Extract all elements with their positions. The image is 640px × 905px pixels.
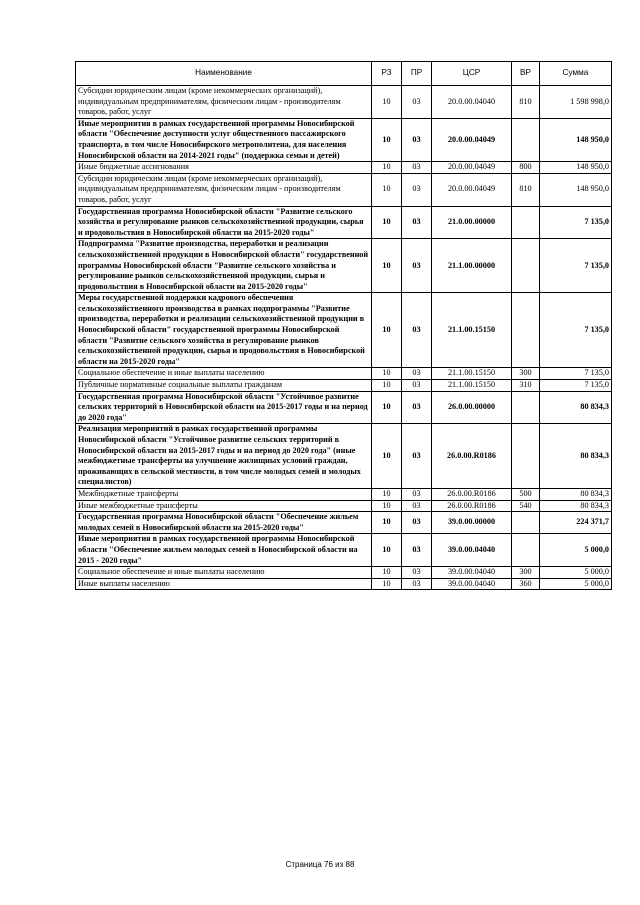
cell-name: Государственная программа Новосибирской области "Обеспечение жильем молодых семей в Новосибирской области на 2015-2020 годы": [76, 512, 372, 534]
cell-rz: 10: [372, 118, 402, 161]
cell-pr: 03: [402, 500, 432, 512]
cell-pr: 03: [402, 293, 432, 368]
cell-sum: 224 371,7: [540, 512, 612, 534]
cell-rz: 10: [372, 380, 402, 392]
cell-pr: 03: [402, 206, 432, 239]
cell-csr: 20.0.00.04040: [432, 86, 512, 119]
cell-pr: 03: [402, 368, 432, 380]
cell-pr: 03: [402, 512, 432, 534]
cell-csr: 21.0.00.00000: [432, 206, 512, 239]
cell-vr: 500: [512, 488, 540, 500]
cell-pr: 03: [402, 488, 432, 500]
table-row: [76, 368, 612, 380]
cell-rz: 10: [372, 173, 402, 206]
table-header-row: [76, 62, 612, 86]
cell-csr: 21.1.00.15150: [432, 293, 512, 368]
cell-vr: 540: [512, 500, 540, 512]
table-row: [76, 391, 612, 424]
cell-name: Реализация мероприятий в рамках государственной программы Новосибирской области "Устойчивое развитие сельских территорий в Новосибирской области на 2015-2017 годы и на период до 2020 года" (иные межбюджетные трансферты на улучшение жилищных условий граждан, проживающих в сельской местности, в том числе молодых семей и молодых специалистов): [76, 424, 372, 489]
header-vr: ВР: [512, 62, 540, 86]
cell-name: Иные бюджетные ассигнования: [76, 162, 372, 174]
cell-vr: 360: [512, 578, 540, 590]
document-page: [75, 61, 611, 590]
cell-name: Иные выплаты населению: [76, 578, 372, 590]
page-footer: Страница 76 из 88: [285, 860, 355, 869]
cell-sum: 80 834,3: [540, 488, 612, 500]
cell-rz: 10: [372, 391, 402, 424]
cell-vr: 810: [512, 173, 540, 206]
cell-name: Меры государственной поддержки кадрового обеспечения сельскохозяйственного производства в рамках подпрограммы "Развитие производства, переработки и реализации сельскохозяйственной продукции в Новосибирской области" государственной программы Новосибирской области "Развитие сельского хозяйства и регулирование рынков сельскохозяйственной продукции, сырья и продовольствия в Новосибирской области на 2015-2020 годы": [76, 293, 372, 368]
cell-pr: 03: [402, 86, 432, 119]
cell-sum: 80 834,3: [540, 500, 612, 512]
header-pr: ПР: [402, 62, 432, 86]
cell-rz: 10: [372, 424, 402, 489]
cell-vr: [512, 424, 540, 489]
cell-vr: [512, 293, 540, 368]
cell-vr: [512, 512, 540, 534]
table-row: [76, 173, 612, 206]
cell-vr: [512, 206, 540, 239]
table-row: [76, 500, 612, 512]
cell-name: Государственная программа Новосибирской области "Устойчивое развитие сельских территорий в Новосибирской области на 2015-2017 годы и на период до 2020 года": [76, 391, 372, 424]
cell-vr: 300: [512, 368, 540, 380]
cell-csr: 20.0.00.04049: [432, 118, 512, 161]
cell-csr: 21.1.00.15150: [432, 368, 512, 380]
cell-pr: 03: [402, 424, 432, 489]
cell-rz: 10: [372, 162, 402, 174]
cell-rz: 10: [372, 512, 402, 534]
cell-name: Иные мероприятия в рамках государственной программы Новосибирской области "Обеспечение доступности услуг общественного пассажирского транспорта, в том числе Новосибирского метрополитена, для населения Новосибирской области на 2014-2021 годы" (поддержка семьи и детей): [76, 118, 372, 161]
table-row: [76, 239, 612, 293]
table-body: [76, 86, 612, 590]
cell-sum: 5 000,0: [540, 567, 612, 579]
cell-vr: 800: [512, 162, 540, 174]
table-row: [76, 512, 612, 534]
table-row: [76, 293, 612, 368]
cell-name: Государственная программа Новосибирской области "Развитие сельского хозяйства и регулирование рынков сельскохозяйственной продукции, сырья и продовольствия в Новосибирской области на 2015-2020 годы": [76, 206, 372, 239]
table-row: [76, 206, 612, 239]
cell-csr: 39.0.00.04040: [432, 567, 512, 579]
cell-pr: 03: [402, 162, 432, 174]
table-row: [76, 118, 612, 161]
cell-vr: 300: [512, 567, 540, 579]
cell-pr: 03: [402, 391, 432, 424]
table-row: [76, 86, 612, 119]
cell-vr: [512, 534, 540, 567]
cell-name: Межбюджетные трансферты: [76, 488, 372, 500]
cell-pr: 03: [402, 380, 432, 392]
cell-rz: 10: [372, 500, 402, 512]
cell-csr: 39.0.00.04040: [432, 534, 512, 567]
cell-sum: 148 950,0: [540, 118, 612, 161]
cell-sum: 1 598 998,0: [540, 86, 612, 119]
cell-name: Подпрограмма "Развитие производства, переработки и реализации сельскохозяйственной продукции в Новосибирской области" государственной программы Новосибирской области "Развитие сельского хозяйства и регулирование рынков сельскохозяйственной продукции, сырья и продовольствия в Новосибирской области на 2015-2020 годы": [76, 239, 372, 293]
table-row: [76, 162, 612, 174]
cell-csr: 39.0.00.04040: [432, 578, 512, 590]
budget-table: [75, 61, 612, 590]
cell-csr: 26.0.00.00000: [432, 391, 512, 424]
cell-name: Субсидии юридическим лицам (кроме некоммерческих организаций), индивидуальным предпринимателям, физическим лицам - производителям товаров, работ, услуг: [76, 86, 372, 119]
header-csr: ЦСР: [432, 62, 512, 86]
cell-rz: 10: [372, 567, 402, 579]
cell-csr: 20.0.00.04049: [432, 162, 512, 174]
cell-name: Публичные нормативные социальные выплаты гражданам: [76, 380, 372, 392]
cell-pr: 03: [402, 578, 432, 590]
cell-rz: 10: [372, 239, 402, 293]
cell-sum: 7 135,0: [540, 380, 612, 392]
cell-rz: 10: [372, 488, 402, 500]
cell-csr: 26.0.00.R0186: [432, 488, 512, 500]
cell-sum: 7 135,0: [540, 206, 612, 239]
cell-rz: 10: [372, 206, 402, 239]
cell-name: Иные межбюджетные трансферты: [76, 500, 372, 512]
cell-pr: 03: [402, 118, 432, 161]
cell-pr: 03: [402, 567, 432, 579]
header-name: Наименование: [76, 62, 372, 86]
cell-pr: 03: [402, 239, 432, 293]
header-rz: РЗ: [372, 62, 402, 86]
cell-vr: [512, 391, 540, 424]
cell-vr: [512, 118, 540, 161]
cell-name: Социальное обеспечение и иные выплаты населению: [76, 368, 372, 380]
cell-pr: 03: [402, 173, 432, 206]
cell-vr: 310: [512, 380, 540, 392]
cell-sum: 80 834,3: [540, 391, 612, 424]
cell-vr: 810: [512, 86, 540, 119]
cell-sum: 80 834,3: [540, 424, 612, 489]
cell-sum: 5 000,0: [540, 578, 612, 590]
cell-sum: 7 135,0: [540, 293, 612, 368]
cell-name: Субсидии юридическим лицам (кроме некоммерческих организаций), индивидуальным предпринимателям, физическим лицам - производителям товаров, работ, услуг: [76, 173, 372, 206]
cell-csr: 21.1.00.15150: [432, 380, 512, 392]
cell-sum: 7 135,0: [540, 368, 612, 380]
table-row: [76, 578, 612, 590]
cell-rz: 10: [372, 534, 402, 567]
cell-csr: 39.0.00.00000: [432, 512, 512, 534]
table-row: [76, 488, 612, 500]
cell-name: Социальное обеспечение и иные выплаты населению: [76, 567, 372, 579]
table-row: [76, 534, 612, 567]
cell-csr: 21.1.00.00000: [432, 239, 512, 293]
cell-pr: 03: [402, 534, 432, 567]
table-row: [76, 380, 612, 392]
cell-vr: [512, 239, 540, 293]
cell-sum: 5 000,0: [540, 534, 612, 567]
table-row: [76, 424, 612, 489]
cell-rz: 10: [372, 86, 402, 119]
header-sum: Сумма: [540, 62, 612, 86]
cell-name: Иные мероприятия в рамках государственной программы Новосибирской области "Обеспечение жильем молодых семей в Новосибирской области на 2015 - 2020 годы": [76, 534, 372, 567]
cell-rz: 10: [372, 293, 402, 368]
cell-csr: 26.0.00.R0186: [432, 500, 512, 512]
cell-sum: 148 950,0: [540, 173, 612, 206]
cell-sum: 7 135,0: [540, 239, 612, 293]
cell-sum: 148 950,0: [540, 162, 612, 174]
cell-csr: 26.0.00.R0186: [432, 424, 512, 489]
cell-rz: 10: [372, 578, 402, 590]
cell-csr: 20.0.00.04049: [432, 173, 512, 206]
table-row: [76, 567, 612, 579]
cell-rz: 10: [372, 368, 402, 380]
